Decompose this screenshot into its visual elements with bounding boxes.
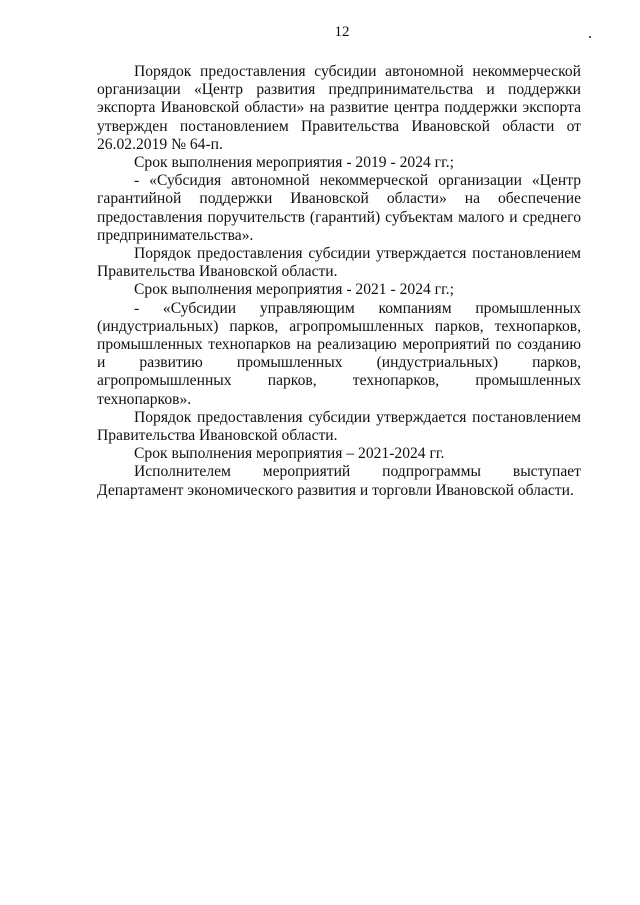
paragraph: - «Субсидии управляющим компаниям промышленных (индустриальных) парков, агропромышленных парков, технопарков, промышленных технопарков на реализацию мероприятий по созданию и развитию промышленных (индустриальных) парков, агропромышленных парков, технопарков, промышленных технопарков». <box>97 299 581 408</box>
paragraph: Срок выполнения мероприятия - 2019 - 2024 гг.; <box>134 154 454 172</box>
paragraph: Исполнителем мероприятий подпрограммы выступает Департамент экономического развития и торговли Ивановской области. <box>97 463 581 499</box>
paragraph: Срок выполнения мероприятия – 2021-2024 гг. <box>134 445 445 463</box>
paragraph: Срок выполнения мероприятия - 2021 - 2024 гг.; <box>134 281 454 299</box>
scan-speck <box>589 36 591 38</box>
paragraph: Порядок предоставления субсидии утверждается постановлением Правительства Ивановской области. <box>97 408 581 445</box>
paragraph: Порядок предоставления субсидии утверждается постановлением Правительства Ивановской области. <box>97 245 581 281</box>
paragraph: - «Субсидия автономной некоммерческой организации «Центр гарантийной поддержки Ивановской области» на обеспечение предоставления поручительств (гарантий) субъектам малого и среднего предпринимательства». <box>97 172 581 244</box>
page-number: 12 <box>334 24 350 40</box>
document-body <box>97 63 581 500</box>
paragraph: Порядок предоставления субсидии автономной некоммерческой организации «Центр развития предпринимательства и поддержки экспорта Ивановской области» на развитие центра поддержки экспорта утвержден постановлением Правительства Ивановской области от 26.02.2019 № 64-п. <box>97 63 581 153</box>
